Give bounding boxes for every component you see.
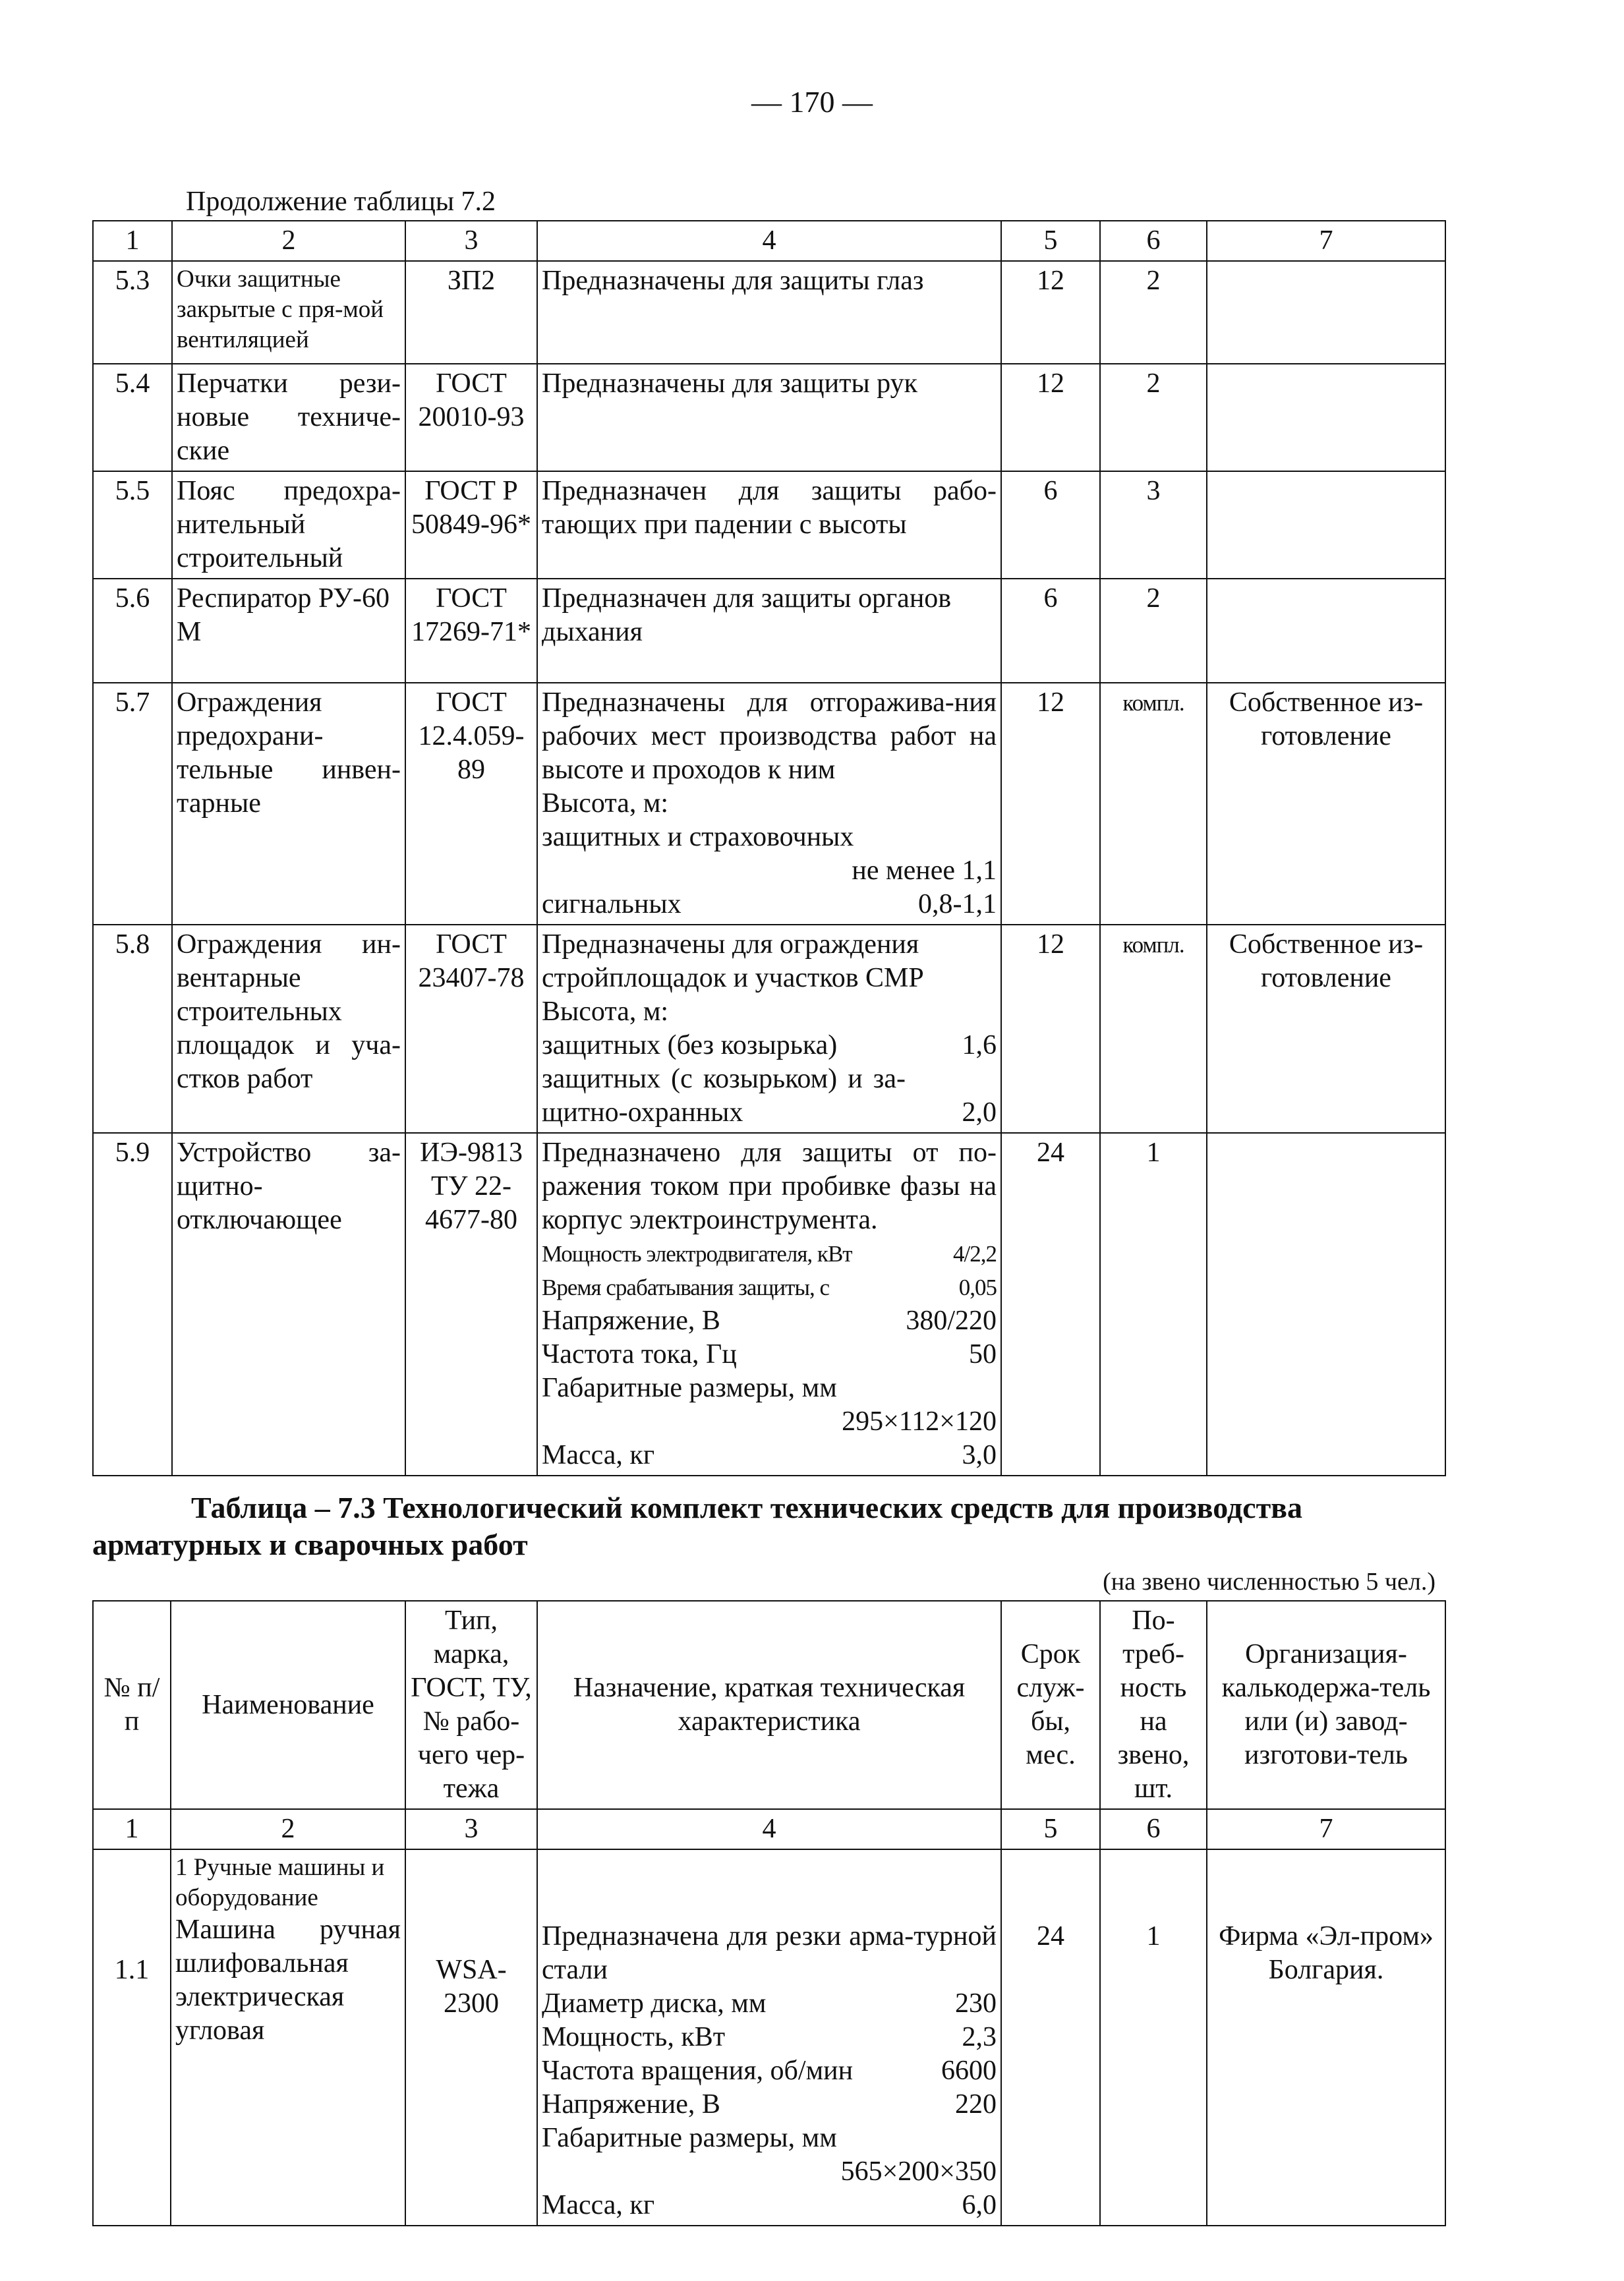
manufacturer (1207, 579, 1445, 683)
service-life: 12 (1001, 925, 1100, 1133)
spec-line (542, 1439, 997, 1472)
spec-value: 220 (955, 2089, 997, 2120)
quantity (1100, 1849, 1207, 2226)
service-life: 12 (1001, 261, 1100, 364)
quantity: 2 (1100, 364, 1207, 471)
table-row (93, 683, 1445, 925)
item-name: Перчатки рези-новые техниче-ские (172, 364, 405, 471)
spec-value: 295×112×120 (842, 1406, 997, 1437)
spec-label: Диаметр диска, мм (542, 1988, 767, 2019)
item-name: Ограждения предохрани-тельные инвен-тарные (172, 683, 405, 925)
row-number: 5.3 (93, 261, 172, 364)
col-num: 6 (1100, 221, 1207, 261)
table-7-3-note: (на звено численностью 5 чел.) (1103, 1568, 1436, 1596)
row-number: 5.5 (93, 471, 172, 579)
col-num: 6 (1100, 1809, 1207, 1849)
table-7-3-header (93, 1601, 1445, 1809)
spec-label: Масса, кг (542, 2190, 655, 2220)
col-num: 4 (537, 221, 1001, 261)
spec-value: 380/220 (906, 1306, 997, 1336)
spec-label: Напряжение, В (542, 1306, 720, 1336)
spec-label: Напряжение, В (542, 2089, 720, 2120)
header-name: Наименование (171, 1601, 405, 1809)
table-row (93, 579, 1445, 683)
item-mark: ГОСТ 17269-71* (405, 579, 537, 683)
description-text: Высота, м: (542, 788, 669, 819)
spec-label: Габаритные размеры, мм (542, 1373, 837, 1403)
description-text: Предназначена для резки арма-турной стали (542, 1921, 997, 1985)
item-description: Предназначены для защиты глаз (537, 261, 1001, 364)
item-name: Пояс предохра-нительный строительный (172, 471, 405, 579)
item-name (171, 1849, 405, 2226)
spec-label: Время срабатывания защиты, с (542, 1275, 829, 1300)
item-mark: ЗП2 (405, 261, 537, 364)
service-life: 12 (1001, 364, 1100, 471)
spec-value: 0,05 (958, 1275, 997, 1300)
col-num: 5 (1001, 1809, 1100, 1849)
item-description (537, 1849, 1001, 2226)
spec-value: 2,3 (962, 2022, 997, 2052)
spec-value: 6600 (941, 2056, 997, 2086)
row-number: 5.7 (93, 683, 172, 925)
manufacturer (1207, 471, 1445, 579)
spec-value: 6,0 (962, 2190, 997, 2220)
header-term: Срок служ-бы, мес. (1001, 1601, 1100, 1809)
row-number: 5.6 (93, 579, 172, 683)
table-7-2 (92, 220, 1446, 1476)
row-number: 5.8 (93, 925, 172, 1133)
description-text: Предназначено для защиты от по-ражения током при пробивке фазы на корпус электроинструмента. (542, 1138, 997, 1235)
header-mark: Тип, марка, ГОСТ, ТУ, № рабо-чего чер-тежа (405, 1601, 537, 1809)
section-title: 1 Ручные машины и оборудование (175, 1854, 385, 1911)
row-number (93, 1849, 171, 2226)
spec-line (542, 2054, 997, 2088)
spec-line (542, 1237, 997, 1271)
header-need: По-треб-ность на звено, шт. (1100, 1601, 1207, 1809)
spec-value: 0,8-1,1 (918, 889, 997, 919)
col-num: 1 (93, 1809, 171, 1849)
item-description: Предназначен для защиты рабо-тающих при падении с высоты (537, 471, 1001, 579)
service-life (1001, 1849, 1100, 2226)
quantity: компл. (1100, 925, 1207, 1133)
item-mark (405, 1849, 537, 2226)
spec-label: защитных (без козырька) (542, 1030, 838, 1060)
item-mark: ИЭ-9813 ТУ 22-4677-80 (405, 1133, 537, 1476)
spec-line (542, 1338, 997, 1371)
header-desc: Назначение, краткая техническая характеристика (537, 1601, 1001, 1809)
spec-line (542, 1029, 997, 1062)
spec-label: Масса, кг (542, 1440, 655, 1470)
description-text: Предназначены для ограждения стройплощадок и участков СМР (542, 929, 924, 993)
item-description: Предназначены для защиты рук (537, 364, 1001, 471)
item-name: Ограждения ин-вентарные строительных площадок и уча-стков работ (172, 925, 405, 1133)
manufacturer: Собственное из-готовление (1207, 925, 1445, 1133)
continuation-caption: Продолжение таблицы 7.2 (186, 187, 496, 217)
table-row (93, 1849, 1445, 2226)
table-7-3 (92, 1600, 1446, 2226)
table-row (93, 1133, 1445, 1476)
service-life: 6 (1001, 579, 1100, 683)
quantity: компл. (1100, 683, 1207, 925)
spec-value: не менее 1,1 (852, 855, 997, 886)
spec-line (542, 1271, 997, 1304)
table-row (93, 364, 1445, 471)
description-text: Предназначены для отгоражива-ния рабочих мест производства работ на высоте и проходов к ним (542, 687, 997, 785)
spec-value: 2,0 (962, 1097, 997, 1128)
col-num: 7 (1207, 1809, 1445, 1849)
table-7-3-title: Таблица – 7.3 Технологический комплект технических средств для производства арматурных и сварочных работ (92, 1491, 1303, 1561)
item-description (537, 683, 1001, 925)
item-mark: ГОСТ Р 50849-96* (405, 471, 537, 579)
spec-label: Частота тока, Гц (542, 1339, 737, 1370)
spec-line (542, 888, 997, 921)
spec-line (542, 2021, 997, 2054)
row-number: 5.9 (93, 1133, 172, 1476)
service-life: 12 (1001, 683, 1100, 925)
quantity: 2 (1100, 261, 1207, 364)
spec-value: 230 (955, 1988, 997, 2019)
col-num: 3 (405, 221, 537, 261)
table-7-3-header-numbers (93, 1809, 1445, 1849)
quantity: 1 (1100, 1133, 1207, 1476)
spec-value: 4/2,2 (953, 1241, 997, 1267)
service-life-text: 24 (1037, 1921, 1064, 1951)
col-num: 4 (537, 1809, 1001, 1849)
table-7-2-header (93, 221, 1445, 261)
item-mark: ГОСТ 23407-78 (405, 925, 537, 1133)
spec-label: Мощность, кВт (542, 2022, 726, 2052)
item-name: Очки защитные закрытые с пря-мой вентиляцией (172, 261, 405, 364)
item-mark-text: WSA-2300 (436, 1955, 507, 2019)
service-life: 6 (1001, 471, 1100, 579)
item-description (537, 925, 1001, 1133)
table-row (93, 261, 1445, 364)
spec-line (542, 1062, 997, 1130)
item-name-text: Машина ручная шлифовальная электрическая угловая (175, 1915, 401, 2046)
col-num: 3 (405, 1809, 537, 1849)
spec-label: Мощность электродвигателя, кВт (542, 1241, 852, 1267)
item-name: Устройство за-щитно-отключающее (172, 1133, 405, 1476)
spec-value: 50 (969, 1339, 997, 1370)
row-number: 5.4 (93, 364, 172, 471)
item-description (537, 1133, 1001, 1476)
spec-label: Частота вращения, об/мин (542, 2056, 854, 2086)
spec-label: сигнальных (542, 889, 682, 919)
item-name: Респиратор РУ-60 М (172, 579, 405, 683)
item-mark: ГОСТ 12.4.059-89 (405, 683, 537, 925)
col-num: 7 (1207, 221, 1445, 261)
header-num: № п/п (93, 1601, 171, 1809)
col-num: 2 (171, 1809, 405, 1849)
manufacturer-text: Фирма «Эл-пром» Болгария. (1219, 1921, 1434, 1985)
spec-value: 565×200×350 (840, 2156, 997, 2187)
page-number: — 170 — (751, 85, 873, 119)
quantity-text: 1 (1146, 1921, 1161, 1951)
spec-label: защитных (с козырьком) и за-щитно-охранных (542, 1064, 906, 1128)
item-description: Предназначен для защиты органов дыхания (537, 579, 1001, 683)
spec-label: Габаритные размеры, мм (542, 2123, 837, 2153)
spec-value: 1,6 (962, 1030, 997, 1060)
manufacturer (1207, 1849, 1445, 2226)
service-life: 24 (1001, 1133, 1100, 1476)
col-num: 2 (172, 221, 405, 261)
table-row (93, 925, 1445, 1133)
description-text: защитных и страховочных (542, 822, 854, 852)
manufacturer (1207, 1133, 1445, 1476)
header-org: Организация-калькодержа-тель или (и) завод-изготови-тель (1207, 1601, 1445, 1809)
quantity: 2 (1100, 579, 1207, 683)
spec-line (542, 2189, 997, 2222)
spec-line (542, 2088, 997, 2122)
item-mark: ГОСТ 20010-93 (405, 364, 537, 471)
spec-value: 3,0 (962, 1440, 997, 1470)
description-text: Высота, м: (542, 996, 669, 1027)
quantity: 3 (1100, 471, 1207, 579)
spec-line (542, 1987, 997, 2021)
row-number-text: 1.1 (114, 1955, 150, 1985)
manufacturer: Собственное из-готовление (1207, 683, 1445, 925)
table-row (93, 471, 1445, 579)
manufacturer (1207, 364, 1445, 471)
col-num: 1 (93, 221, 172, 261)
spec-line (542, 1304, 997, 1338)
manufacturer (1207, 261, 1445, 364)
col-num: 5 (1001, 221, 1100, 261)
